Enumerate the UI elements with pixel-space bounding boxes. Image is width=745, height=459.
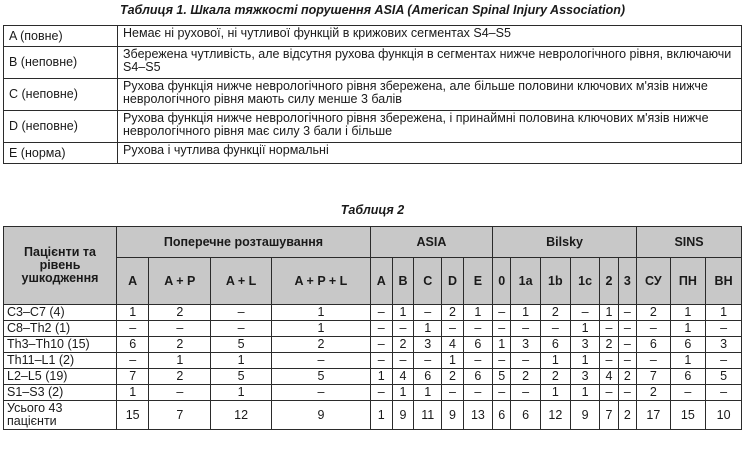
- table-cell: 3: [706, 337, 742, 353]
- table-cell: 3: [570, 369, 599, 385]
- table-cell: 4: [442, 337, 464, 353]
- table-cell: 13: [463, 401, 492, 430]
- table-cell: 3: [414, 337, 442, 353]
- table-cell: 9: [570, 401, 599, 430]
- table-cell: 4: [600, 369, 618, 385]
- table-cell: –: [442, 321, 464, 337]
- table-cell: –: [493, 385, 511, 401]
- table-cell: –: [706, 353, 742, 369]
- table-cell: 2: [540, 369, 570, 385]
- table-cell: 1: [117, 305, 149, 321]
- table-cell: 2: [618, 401, 636, 430]
- table1-title: Таблиця 1. Шкала тяжкості порушення ASIA (American Spinal Injury Association): [119, 3, 626, 17]
- table-cell: –: [618, 353, 636, 369]
- table-cell: 1: [570, 353, 599, 369]
- row-label: S1–S3 (2): [4, 385, 117, 401]
- table-cell: –: [618, 305, 636, 321]
- table-cell: 6: [670, 337, 706, 353]
- table-cell: –: [570, 305, 599, 321]
- table-cell: –: [149, 385, 211, 401]
- table-cell: –: [370, 321, 392, 337]
- table-cell: –: [493, 321, 511, 337]
- table-cell: 7: [149, 401, 211, 430]
- column-header: A + L: [211, 258, 272, 305]
- table-cell: 5: [211, 337, 272, 353]
- table-cell: 6: [463, 369, 492, 385]
- table-cell: 1: [540, 353, 570, 369]
- table-cell: 1: [392, 385, 414, 401]
- table-cell: 1: [570, 385, 599, 401]
- table-cell: 1: [442, 353, 464, 369]
- table-row: [4, 385, 742, 401]
- table-cell: –: [511, 321, 540, 337]
- table-cell: 6: [117, 337, 149, 353]
- table-cell: 1: [463, 305, 492, 321]
- table-cell: 2: [600, 337, 618, 353]
- table-cell: –: [370, 353, 392, 369]
- table-cell: 7: [117, 369, 149, 385]
- column-header: A + P + L: [271, 258, 370, 305]
- row-label: Th11–L1 (2): [4, 353, 117, 369]
- table-cell: –: [370, 337, 392, 353]
- table-cell: –: [706, 385, 742, 401]
- column-header: B: [392, 258, 414, 305]
- table-cell: –: [637, 353, 670, 369]
- column-header: E: [463, 258, 492, 305]
- table-cell: 1: [511, 305, 540, 321]
- table-cell: 1: [392, 305, 414, 321]
- asia-description: Немає ні рухової, ні чутливої функцій в крижових сегментах S4–S5: [118, 26, 742, 47]
- column-header: 3: [618, 258, 636, 305]
- table-cell: –: [600, 353, 618, 369]
- table-cell: 6: [670, 369, 706, 385]
- table-cell: –: [511, 353, 540, 369]
- table-cell: 2: [149, 337, 211, 353]
- table-cell: 2: [271, 337, 370, 353]
- table-cell: 9: [271, 401, 370, 430]
- table-cell: 12: [211, 401, 272, 430]
- column-header: 2: [600, 258, 618, 305]
- table-cell: –: [618, 337, 636, 353]
- table-cell: –: [600, 385, 618, 401]
- table-cell: 5: [493, 369, 511, 385]
- asia-grade: A (повне): [4, 26, 118, 47]
- asia-row: [4, 79, 742, 111]
- table-cell: 12: [540, 401, 570, 430]
- table-cell: 3: [511, 337, 540, 353]
- column-header: ВН: [706, 258, 742, 305]
- table-cell: 2: [149, 369, 211, 385]
- asia-row: [4, 143, 742, 164]
- table-cell: –: [392, 321, 414, 337]
- table-cell: –: [463, 353, 492, 369]
- group-header-transverse: Поперечне розташування: [117, 227, 371, 258]
- table-cell: 1: [211, 385, 272, 401]
- row-label: L2–L5 (19): [4, 369, 117, 385]
- table-cell: 1: [600, 305, 618, 321]
- table-cell: –: [414, 353, 442, 369]
- table-cell: –: [540, 321, 570, 337]
- column-header: 1a: [511, 258, 540, 305]
- table-cell: 7: [600, 401, 618, 430]
- asia-row: [4, 111, 742, 143]
- table-cell: 1: [117, 385, 149, 401]
- table-cell: 5: [706, 369, 742, 385]
- column-header: A: [370, 258, 392, 305]
- table-cell: 15: [117, 401, 149, 430]
- table-cell: –: [271, 385, 370, 401]
- table-cell: –: [117, 353, 149, 369]
- table-cell: 6: [511, 401, 540, 430]
- row-label: Усього 43 пацієнти: [4, 401, 117, 430]
- table-cell: 6: [637, 337, 670, 353]
- group-header-asia: ASIA: [370, 227, 492, 258]
- row-label: C8–Th2 (1): [4, 321, 117, 337]
- table-cell: 7: [637, 369, 670, 385]
- row-label: C3–C7 (4): [4, 305, 117, 321]
- table-row: [4, 305, 742, 321]
- table-cell: 1: [493, 337, 511, 353]
- table-cell: –: [117, 321, 149, 337]
- column-header: СУ: [637, 258, 670, 305]
- table-cell: 4: [392, 369, 414, 385]
- table-cell: 2: [540, 305, 570, 321]
- table-row: [4, 321, 742, 337]
- column-header: A + P: [149, 258, 211, 305]
- table-cell: 15: [670, 401, 706, 430]
- table-cell: 2: [637, 305, 670, 321]
- table-cell: 1: [670, 305, 706, 321]
- asia-description: Рухова і чутлива функції нормальні: [118, 143, 742, 164]
- table-cell: 1: [271, 321, 370, 337]
- table-cell: –: [414, 305, 442, 321]
- table-cell: 9: [442, 401, 464, 430]
- table-cell: –: [211, 305, 272, 321]
- table-cell: –: [370, 305, 392, 321]
- asia-grade: B (неповне): [4, 47, 118, 79]
- table-cell: 2: [442, 369, 464, 385]
- corner-header: Пацієнти та рівень ушкодження: [4, 227, 117, 305]
- table-cell: 1: [670, 321, 706, 337]
- asia-description: Рухова функція нижче неврологічного рівня збережена, і принаймні половина ключових м'язів нижче неврологічного рівня має силу 3 бали і більше: [118, 111, 742, 143]
- table-cell: –: [211, 321, 272, 337]
- table-cell: 2: [149, 305, 211, 321]
- table-cell: –: [618, 385, 636, 401]
- table-cell: –: [618, 321, 636, 337]
- table-cell: –: [149, 321, 211, 337]
- table-cell: 5: [271, 369, 370, 385]
- table-cell: 17: [637, 401, 670, 430]
- table-cell: 1: [414, 321, 442, 337]
- table-cell: 2: [511, 369, 540, 385]
- table-cell: 9: [392, 401, 414, 430]
- table-cell: 1: [211, 353, 272, 369]
- asia-description: Рухова функція нижче неврологічного рівня збережена, але більше половини ключових м'язів нижче неврологічного рівня мають силу менше 3 балів: [118, 79, 742, 111]
- asia-grade: C (неповне): [4, 79, 118, 111]
- table-row: [4, 353, 742, 369]
- table-cell: –: [370, 385, 392, 401]
- table-cell: 6: [463, 337, 492, 353]
- table-cell: 6: [414, 369, 442, 385]
- asia-row: [4, 26, 742, 47]
- column-header: 0: [493, 258, 511, 305]
- table-cell: –: [392, 353, 414, 369]
- table-cell: 2: [392, 337, 414, 353]
- table-cell: 5: [211, 369, 272, 385]
- column-header: C: [414, 258, 442, 305]
- column-header: 1c: [570, 258, 599, 305]
- column-header: A: [117, 258, 149, 305]
- table-cell: 1: [570, 321, 599, 337]
- table-cell: –: [442, 385, 464, 401]
- table-cell: 1: [414, 385, 442, 401]
- asia-grade: E (норма): [4, 143, 118, 164]
- table-cell: 3: [570, 337, 599, 353]
- table-cell: –: [511, 385, 540, 401]
- table-cell: 1: [540, 385, 570, 401]
- group-header-bilsky: Bilsky: [493, 227, 637, 258]
- table-cell: –: [670, 385, 706, 401]
- group-header-sins: SINS: [637, 227, 742, 258]
- table-cell: –: [493, 353, 511, 369]
- table-cell: 6: [540, 337, 570, 353]
- column-header: D: [442, 258, 464, 305]
- table-cell: –: [463, 321, 492, 337]
- table-cell: 11: [414, 401, 442, 430]
- table-cell: 1: [271, 305, 370, 321]
- table-cell: –: [271, 353, 370, 369]
- table-cell: 1: [149, 353, 211, 369]
- row-label: Th3–Th10 (15): [4, 337, 117, 353]
- table-cell: 1: [370, 401, 392, 430]
- table-cell: 1: [670, 353, 706, 369]
- table-row: [4, 401, 742, 430]
- column-header: 1b: [540, 258, 570, 305]
- asia-description: Збережена чутливість, але відсутня рухова функція в сегментах нижче неврологічного рівня, включаючи S4–S5: [118, 47, 742, 79]
- table-cell: –: [637, 321, 670, 337]
- table-cell: –: [600, 321, 618, 337]
- table2-title: Таблиця 2: [340, 203, 405, 217]
- patients-table: [3, 226, 742, 430]
- table-cell: 6: [493, 401, 511, 430]
- asia-grade: D (неповне): [4, 111, 118, 143]
- table-row: [4, 337, 742, 353]
- table-cell: 2: [618, 369, 636, 385]
- table-cell: 10: [706, 401, 742, 430]
- column-header: ПН: [670, 258, 706, 305]
- asia-row: [4, 47, 742, 79]
- table-cell: 2: [637, 385, 670, 401]
- table-cell: –: [493, 305, 511, 321]
- table-row: [4, 369, 742, 385]
- table-cell: 2: [442, 305, 464, 321]
- asia-scale-table: [3, 25, 742, 164]
- table-cell: –: [463, 385, 492, 401]
- table-cell: 1: [370, 369, 392, 385]
- table-cell: –: [706, 321, 742, 337]
- table-cell: 1: [706, 305, 742, 321]
